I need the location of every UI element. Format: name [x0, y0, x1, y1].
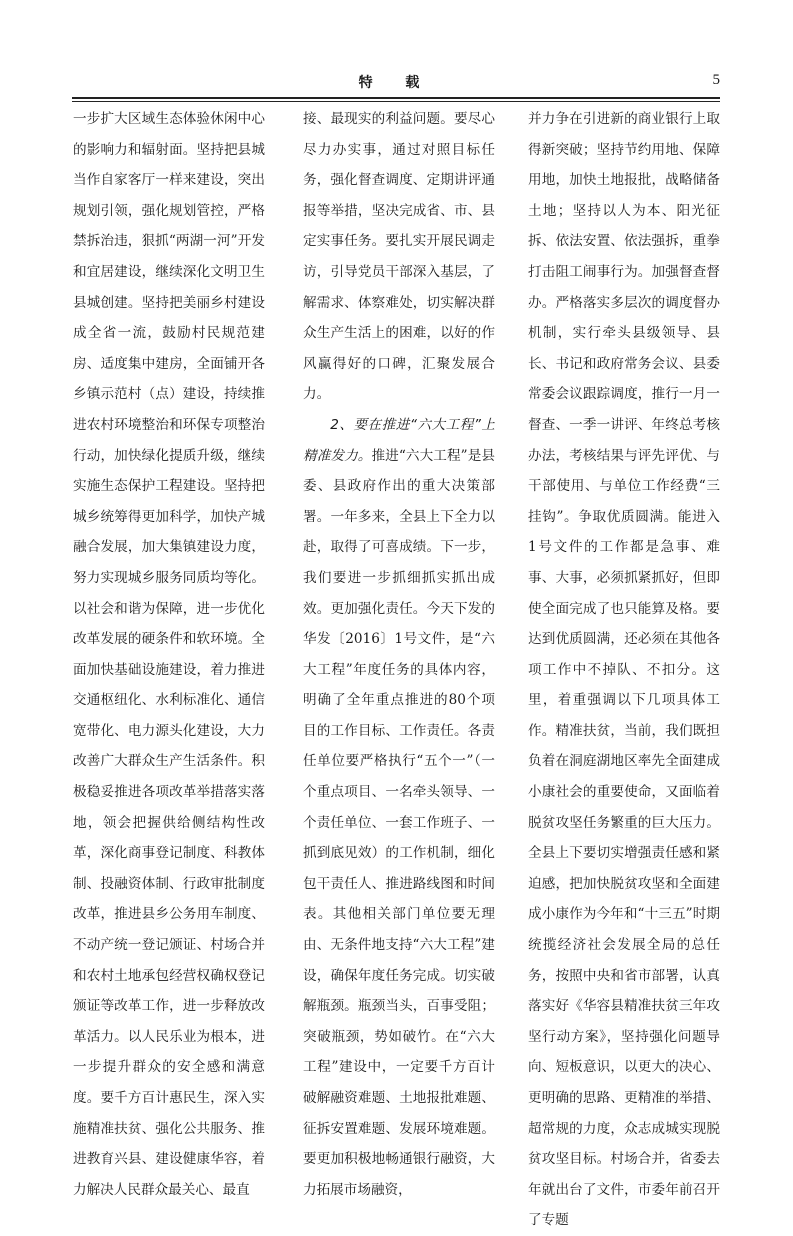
text-column-1	[73, 104, 265, 1205]
section-heading: 2、要在推进“六大工程”上精准发力。	[303, 416, 495, 464]
section-title: 特 载	[358, 75, 434, 91]
paragraph: 并力争在引进新的商业银行上取得新突破；坚持节约用地、保障用地，加快土地报批，战略储备土地；坚持以人为本、阳光征拆、依法安置、依法强拆，重拳打击阻工闹事行为。加强督查督办。严格落实多层次的调度督办机制，实行牵头县级领导、县长、书记和政府常务会议、县委常委会议跟踪调度，推行一月一督查、一季一讲评、年终总考核办法，考核结果与评先评优、与干部使用、与单位工作经费“三挂钩”。争取优质圆满。能进入1号文件的工作都是急事、难事、大事，必须抓紧抓好，但即使全面完成了也只能算及格。要达到优质圆满，还必须在其他各项工作中不掉队、不扣分。这里，着重强调以下几项具体工作。精准扶贫，当前，我们既担负着在洞庭湖地区率先全面建成小康社会的重要使命，又面临着脱贫攻坚任务繁重的巨大压力。全县上下要切实增强责任感和紧迫感，把加快脱贫攻坚和全面建成小康作为今年和“十三五”时期统揽经济社会发展全局的总任务，按照中央和省市部署，认真落实好《华容县精准扶贫三年攻坚行动方案》，坚持强化问题导向、短板意识，以更大的决心、更明确的思路、更精准的举措、超常规的力度，众志成城实现脱贫攻坚目标。村场合并，省委去年就出台了文件，市委年前召开了专题	[528, 111, 720, 1229]
text-column-2	[303, 104, 495, 1205]
paragraph: 接、最现实的利益问题。要尽心尽力办实事，通过对照目标任务，强化督查调度、定期讲评通报等举措，坚决完成省、市、县定实事任务。要扎实开展民调走访，引导党员干部深入基层，了解需求、体察难处，切实解决群众生产生活上的困难，以好的作风赢得好的口碑，汇聚发展合力。	[303, 111, 495, 403]
text-column-3	[528, 104, 720, 1236]
header-rule-thick	[72, 97, 720, 99]
paragraph	[303, 410, 495, 1205]
paragraph-body: 推进“六大工程”是县委、县政府作出的重大决策部署。一年多来，全县上下全力以赴，取得了可喜成绩。下一步，我们要进一步抓细抓实抓出成效。更加强化责任。今天下发的华发〔2016〕1号文件，是“六大工程”年度任务的具体内容，明确了全年重点推进的80个项目的工作目标、工作责任。各责任单位要严格执行“五个一”（一个重点项目、一名牵头领导、一个责任单位、一套工作班子、一抓到底见效）的工作机制，细化包干责任人、推进路线图和时间表。其他相关部门单位要无理由、无条件地支持“六大工程”建设，确保年度任务完成。切实破解瓶颈。瓶颈当头，百事受阻；突破瓶颈，势如破竹。在“六大工程”建设中，一定要千方百计破解融资难题、土地报批难题、征拆安置难题、发展环境难题。要更加积极地畅通银行融资，大力拓展市场融资，	[303, 447, 496, 1198]
page-header	[72, 62, 720, 96]
page-number: 5	[712, 72, 720, 88]
paragraph: 一步扩大区域生态体验休闲中心的影响力和辐射面。坚持把县城当作自家客厅一样来建设，突出规划引领，强化规划管控，严格禁拆治违，狠抓“两湖一河”开发和宜居建设，继续深化文明卫生县城创建。坚持把美丽乡村建设成全省一流，鼓励村民规范建房、适度集中建房，全面铺开各乡镇示范村（点）建设，持续推进农村环境整治和环保专项整治行动，加快绿化提质升级，继续实施生态保护工程建设。坚持把城乡统筹得更加科学，加快产城融合发展，加大集镇建设力度，努力实现城乡服务同质均等化。以社会和谐为保障，进一步优化改革发展的硬条件和软环境。全面加快基础设施建设，着力推进交通枢纽化、水利标准化、通信宽带化、电力源头化建设，大力改善广大群众生产生活条件。积极稳妥推进各项改革举措落实落地，领会把握供给侧结构性改革，深化商事登记制度、科教体制、投融资体制、行政审批制度改革，推进县乡公务用车制度、不动产统一登记颁证、村场合并和农村土地承包经营权确权登记颁证等改革工作，进一步释放改革活力。以人民乐业为根本，进一步提升群众的安全感和满意度。要千方百计惠民生，深入实施精准扶贫、强化公共服务、推进教育兴县、建设健康华容，着力解决人民群众最关心、最直	[73, 111, 265, 1198]
header-rule-thin	[72, 101, 720, 102]
